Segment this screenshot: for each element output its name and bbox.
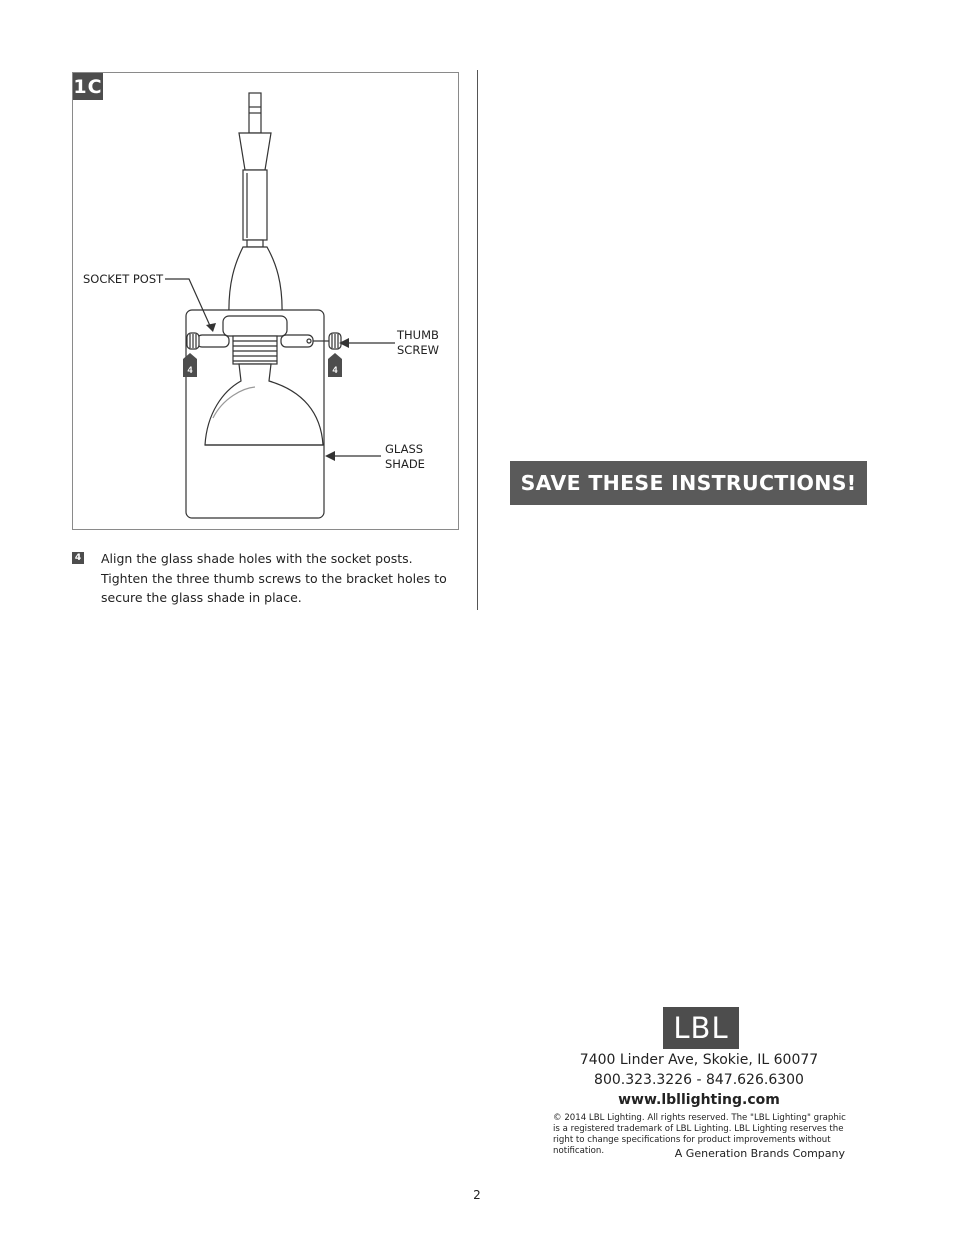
save-instructions-banner: SAVE THESE INSTRUCTIONS! — [510, 461, 867, 505]
legal-notice: © 2014 LBL Lighting. All rights reserved. The "LBL Lighting" graphic is a registered trademark of LBL Lighting. LBL Lighting reserves the right to change specifications for product improvements without notification. — [553, 1113, 846, 1156]
figure-1c — [72, 72, 459, 530]
company-tagline: A Generation Brands Company — [674, 1147, 845, 1160]
column-divider — [477, 70, 478, 610]
callout-glass-shade: GLASS SHADE — [385, 442, 425, 471]
lbl-logo: LBL — [663, 1007, 739, 1049]
svg-text:4: 4 — [187, 365, 193, 375]
step-4-marker-right — [328, 353, 342, 377]
company-phones: 800.323.3226 - 847.626.6300 — [594, 1072, 804, 1088]
step-number-badge: 4 — [72, 552, 84, 564]
company-address: 7400 Linder Ave, Skokie, IL 60077 — [579, 1052, 819, 1068]
figure-tag: 1C — [73, 73, 103, 100]
callout-thumb-screw: THUMB SCREW — [397, 328, 439, 357]
step-instruction-text: Align the glass shade holes with the socket posts. Tighten the three thumb screws to the bracket holes to secure the glass shade in place. — [101, 551, 447, 605]
company-website-link[interactable]: www.lbllighting.com — [618, 1092, 780, 1108]
svg-text:4: 4 — [332, 365, 338, 375]
page-number: 2 — [473, 1188, 481, 1202]
callout-socket-post: SOCKET POST — [83, 272, 164, 286]
